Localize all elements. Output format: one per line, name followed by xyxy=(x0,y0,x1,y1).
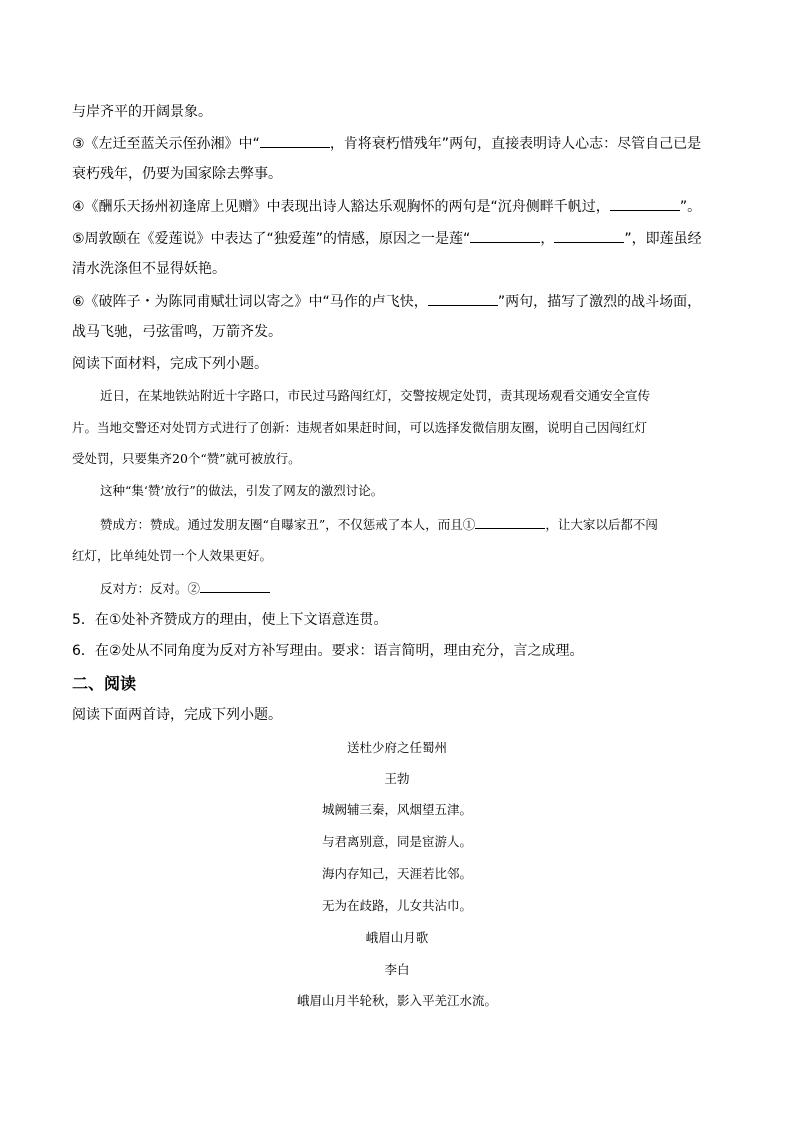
text-line: 战马飞驰，弓弦雷鸣，万箭齐发。 xyxy=(72,324,282,340)
text-line: 清水洗涤但不显得妖艳。 xyxy=(72,261,226,277)
material-text: 这种“集‘赞’放行”的做法，引发了网友的激烈讨论。 xyxy=(100,483,384,498)
section-intro: 阅读下面两首诗，完成下列小题。 xyxy=(72,707,282,723)
question: 6．在②处从不同角度为反对方补写理由。要求：语言简明，理由充分，言之成理。 xyxy=(72,643,584,659)
question-3: ③《左迁至蓝关示侄孙湘》中“ ，肯将衰朽惜残年”两句，直接表明诗人心志：尽管自己已是 xyxy=(72,133,722,154)
section-heading: 二、阅读 xyxy=(72,674,137,693)
poem-title: 峨眉山月歌 xyxy=(365,930,429,945)
fill-blank[interactable] xyxy=(470,228,540,243)
question-6-fill: ⑥《破阵子・为陈同甫赋壮词以寄之》中“马作的卢飞快， ”两句，描写了激烈的战斗场面， xyxy=(72,291,722,312)
material-text: 赞成方：赞成。通过发朋友圈“自曝家丑”，不仅惩戒了本人，而且① ，让大家以后都不闯 xyxy=(100,514,750,535)
material-text: 近日，在某地铁站附近十字路口，市民过马路闯红灯，交警按规定处罚，责其现场观看交通安全宣传 xyxy=(100,388,651,403)
fill-blank[interactable] xyxy=(475,514,545,529)
fill-blank[interactable] xyxy=(428,291,498,306)
fill-blank[interactable] xyxy=(610,196,680,211)
question: 5．在①处补齐赞成方的理由，使上下文语意连贯。 xyxy=(72,612,388,628)
poem-author: 李白 xyxy=(384,962,410,977)
poem-line: 海内存知己，天涯若比邻。 xyxy=(321,866,472,881)
fill-blank[interactable] xyxy=(554,228,624,243)
blank-marker: ② xyxy=(187,581,201,596)
poem-line: 无为在歧路，儿女共沾巾。 xyxy=(321,898,472,913)
poem-line: 与君离别意，同是宦游人。 xyxy=(321,834,472,849)
material-text: 反对方：反对。② xyxy=(100,578,750,599)
poem-line: 峨眉山月半轮秋，影入平羌江水流。 xyxy=(296,993,497,1008)
reading-instruction: 阅读下面材料，完成下列小题。 xyxy=(72,356,268,372)
blank-marker: ① xyxy=(462,517,476,532)
question-4: ④《酬乐天扬州初逢席上见赠》中表现出诗人豁达乐观胸怀的两句是“沉舟侧畔千帆过， ”。 xyxy=(72,196,722,217)
text-line: 衰朽残年，仍要为国家除去弊事。 xyxy=(72,166,282,182)
poem-title: 送杜少府之任蜀州 xyxy=(346,740,447,755)
question-5-fill: ⑤周敦颐在《爱莲说》中表达了“独爱莲”的情感，原因之一是莲“ ， ”，即莲虽经 xyxy=(72,228,722,249)
poem-author: 王勃 xyxy=(384,771,410,786)
poem-line: 城阙辅三秦，风烟望五津。 xyxy=(321,802,472,817)
text-line: 与岸齐平的开阔景象。 xyxy=(72,104,212,120)
fill-blank[interactable] xyxy=(260,133,330,148)
fill-blank[interactable] xyxy=(200,578,270,593)
material-text: 红灯，比单纯处罚一个人效果更好。 xyxy=(72,548,273,563)
material-text: 片。当地交警还对处罚方式进行了创新：违规者如果赶时间，可以选择发微信朋友圈，说明自己因闯红灯 xyxy=(72,420,648,435)
material-text: 受处罚，只要集齐20个“赞”就可被放行。 xyxy=(72,451,301,466)
